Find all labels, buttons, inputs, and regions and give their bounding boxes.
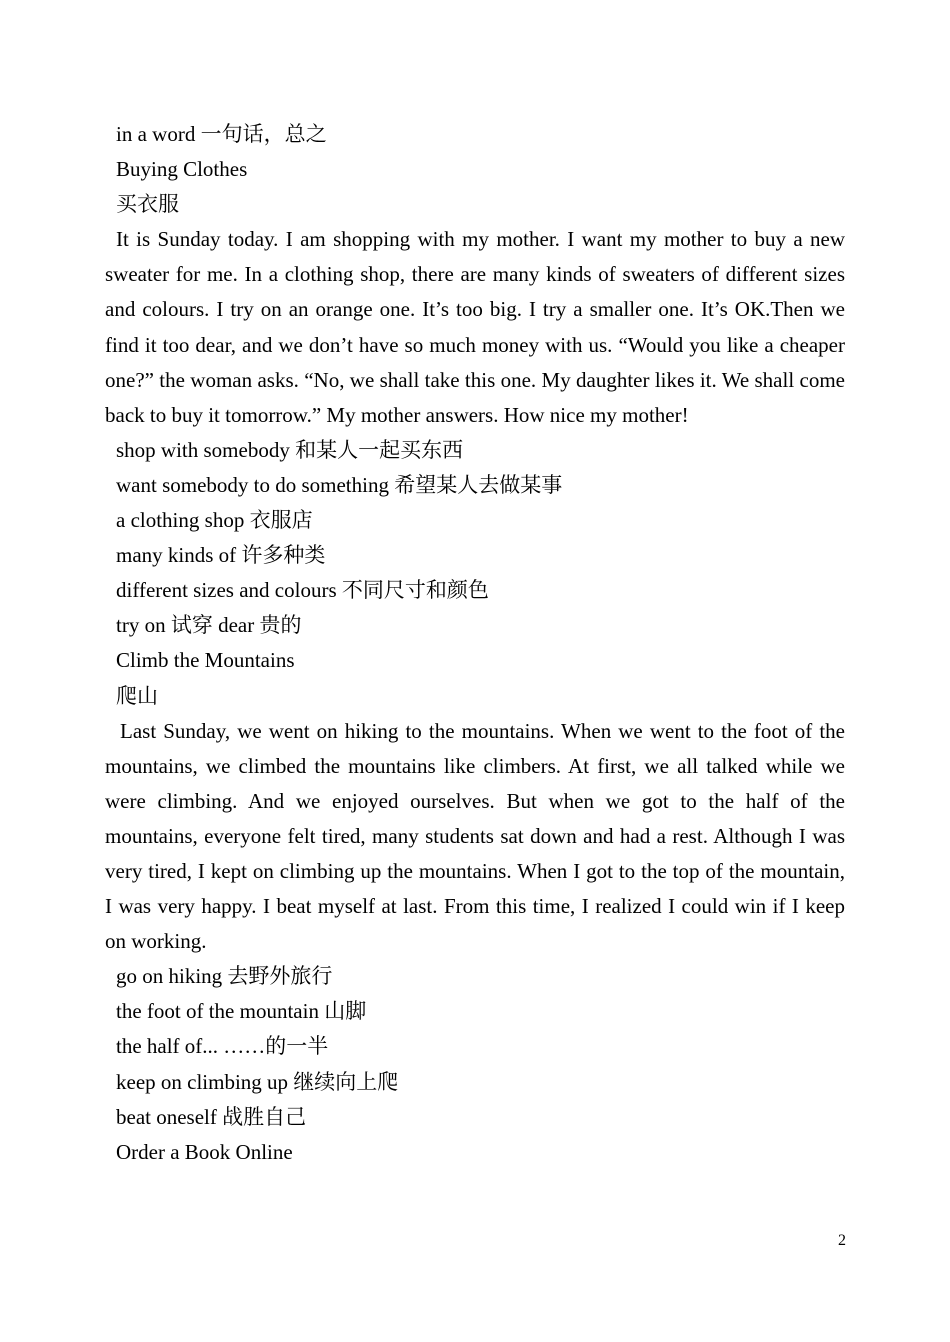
section-title-order-book: Order a Book Online	[116, 1139, 293, 1164]
vocab-line-many-kinds: many kinds of 许多种类	[116, 543, 326, 568]
section-subtitle-climb-mountains-cn: 爬山	[116, 683, 158, 708]
page-number: 2	[838, 1232, 846, 1249]
vocab-line-half-of: the half of... ……的一半	[116, 1034, 329, 1059]
vocab-line-want-somebody: want somebody to do something 希望某人去做某事	[116, 472, 563, 497]
vocab-line-try-on: try on 试穿 dear 贵的	[116, 613, 302, 638]
paragraph-climb-mountains: Last Sunday, we went on hiking to the mountains. When we went to the foot of the mountains, we climbed the mountains like climbers. At first, we all talked while we were climbing. And we enjoyed ourselves. But when we got to the half of the mountains, everyone felt tired, many students sat down and had a rest. Although I was very tired, I kept on climbing up the mountains. When I got to the top of the mountain, I was very happy. I beat myself at last. From this time, I realized I could win if I keep on working.	[105, 718, 845, 954]
vocab-line-foot-of-mountain: the foot of the mountain 山脚	[116, 999, 367, 1024]
vocab-line-beat-oneself: beat oneself 战胜自己	[116, 1104, 307, 1129]
section-title-climb-mountains: Climb the Mountains	[116, 648, 295, 673]
vocab-line-shop-with: shop with somebody 和某人一起买东西	[116, 437, 464, 462]
vocab-line-keep-climbing: keep on climbing up 继续向上爬	[116, 1069, 399, 1094]
paragraph-buying-clothes: It is Sunday today. I am shopping with my mother. I want my mother to buy a new sweater for me. In a clothing shop, there are many kinds of sweaters of different sizes and colours. I try on an orange one. It’s too big. I try a smaller one. It’s OK.Then we find it too dear, and we don’t have so much money with us. “Would you like a cheaper one?” the woman asks. “No, we shall take this one. My daughter likes it. We shall come back to buy it tomorrow.” My mother answers. How nice my mother!	[105, 227, 845, 427]
vocab-line-sizes-colours: different sizes and colours 不同尺寸和颜色	[116, 578, 489, 603]
section-title-buying-clothes: Buying Clothes	[116, 157, 248, 182]
vocab-line-clothing-shop: a clothing shop 衣服店	[116, 508, 313, 533]
section-subtitle-buying-clothes-cn: 买衣服	[116, 192, 179, 217]
page-content	[105, 117, 845, 1170]
vocab-line-go-hiking: go on hiking 去野外旅行	[116, 964, 333, 989]
vocab-line-in-a-word: in a word 一句话，总之	[116, 122, 327, 146]
